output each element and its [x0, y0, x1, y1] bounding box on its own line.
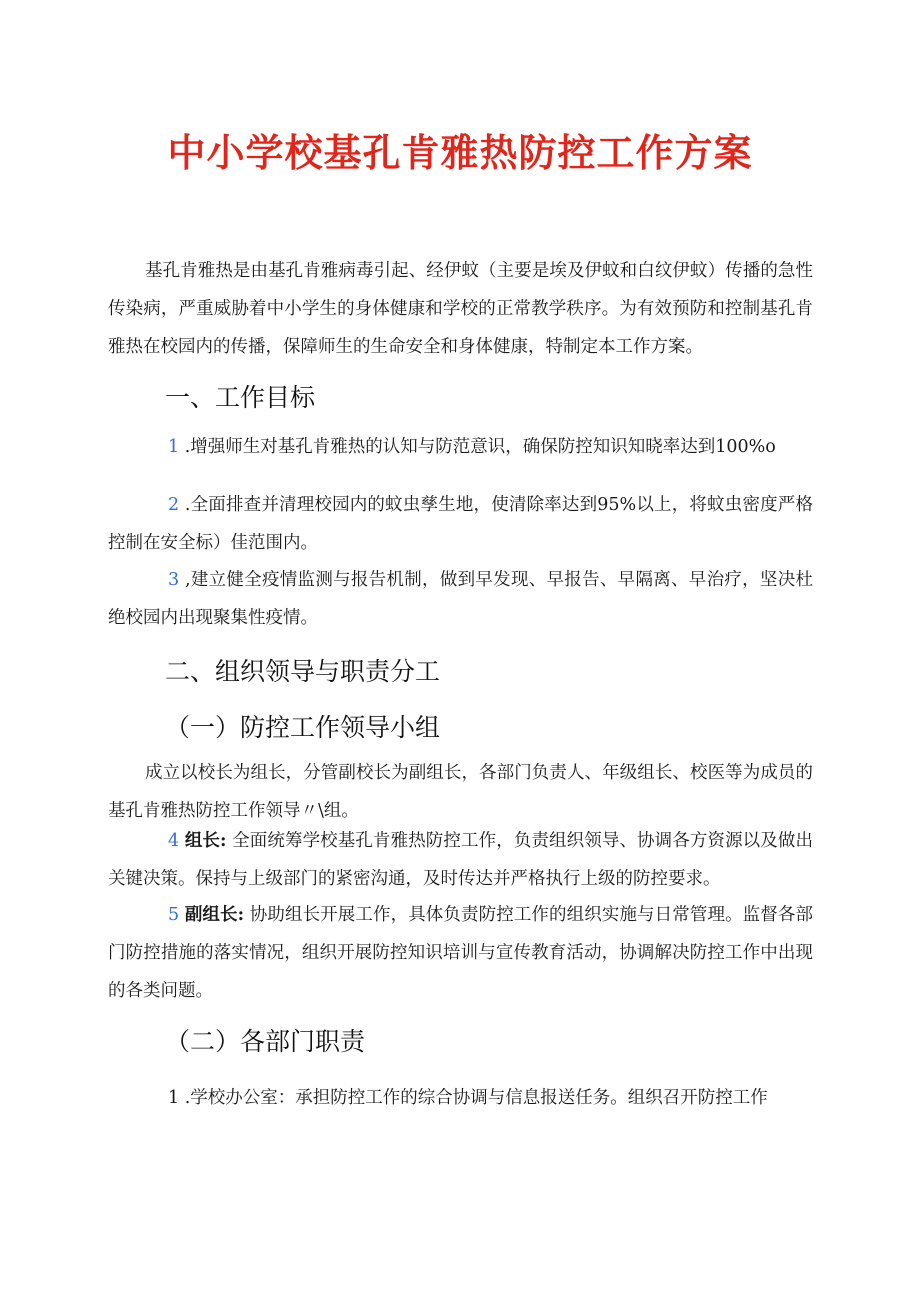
item-number: 1: [168, 1088, 180, 1108]
item-number: 5: [168, 905, 180, 925]
item-text: 全面统筹学校基孔肯雅热防控工作，负责组织领导、协调各方资源以及做出关键决策。保持与上级部门的紧密沟通，及时传达并严格执行上级的防控要求。: [108, 831, 813, 889]
intro-paragraph: 基孔肯雅热是由基孔肯雅病毒引起、经伊蚊（主要是埃及伊蚊和白纹伊蚊）传播的急性传染病，严重威胁着中小学生的身体健康和学校的正常教学秩序。为有效预防和控制基孔肯雅热在校园内的传播，保障师生的生命安全和身体健康，特制定本工作方案。: [108, 261, 813, 357]
item-number: 2: [168, 495, 180, 515]
leader-item: [108, 822, 813, 898]
department-item-1: [108, 1079, 813, 1117]
item-label: 副组长:: [184, 905, 245, 925]
leadership-intro: 成立以校长为组长，分管副校长为副组长，各部门负责人、年级组长、校医等为成员的基孔肯雅热防控工作领导〃\组。: [108, 763, 813, 821]
document-title: 中小学校基孔肯雅热防控工作方案: [167, 131, 753, 175]
item-text: .学校办公室：承担防控工作的综合协调与信息报送任务。组织召开防控工作: [179, 1088, 768, 1108]
deputy-leader-item: [108, 896, 813, 1010]
item-number: 3: [168, 570, 180, 590]
item-text: ,建立健全疫情监测与报告机制，做到早发现、早报告、早隔离、早治疗，坚决杜绝校园内出现聚集性疫情。: [108, 570, 813, 628]
subsection2-heading: （二）各部门职责: [165, 1027, 366, 1056]
item-text: .全面排查并清理校园内的蚊虫孳生地，使清除率达到95%以上，将蚊虫密度严格控制在安全标）佳范围内。: [108, 495, 813, 553]
item-label: 组长:: [184, 831, 227, 851]
subsection1-heading: （一）防控工作领导小组: [165, 713, 441, 742]
goal-item-3: [108, 561, 813, 637]
item-text: .增强师生对基孔肯雅热的认知与防范意识，确保防控知识知晓率达到100%o: [179, 437, 776, 457]
section2-heading: 二、组织领导与职责分工: [165, 657, 441, 686]
goal-item-2: [108, 486, 813, 562]
section1-heading: 一、工作目标: [165, 383, 316, 412]
goal-item-1: [108, 428, 813, 466]
item-number: 1: [168, 437, 180, 457]
item-text: 协助组长开展工作，具体负责防控工作的组织实施与日常管理。监督各部门防控措施的落实情况，组织开展防控知识培训与宣传教育活动，协调解决防控工作中出现的各类问题。: [108, 905, 813, 1001]
item-number: 4: [168, 831, 180, 851]
